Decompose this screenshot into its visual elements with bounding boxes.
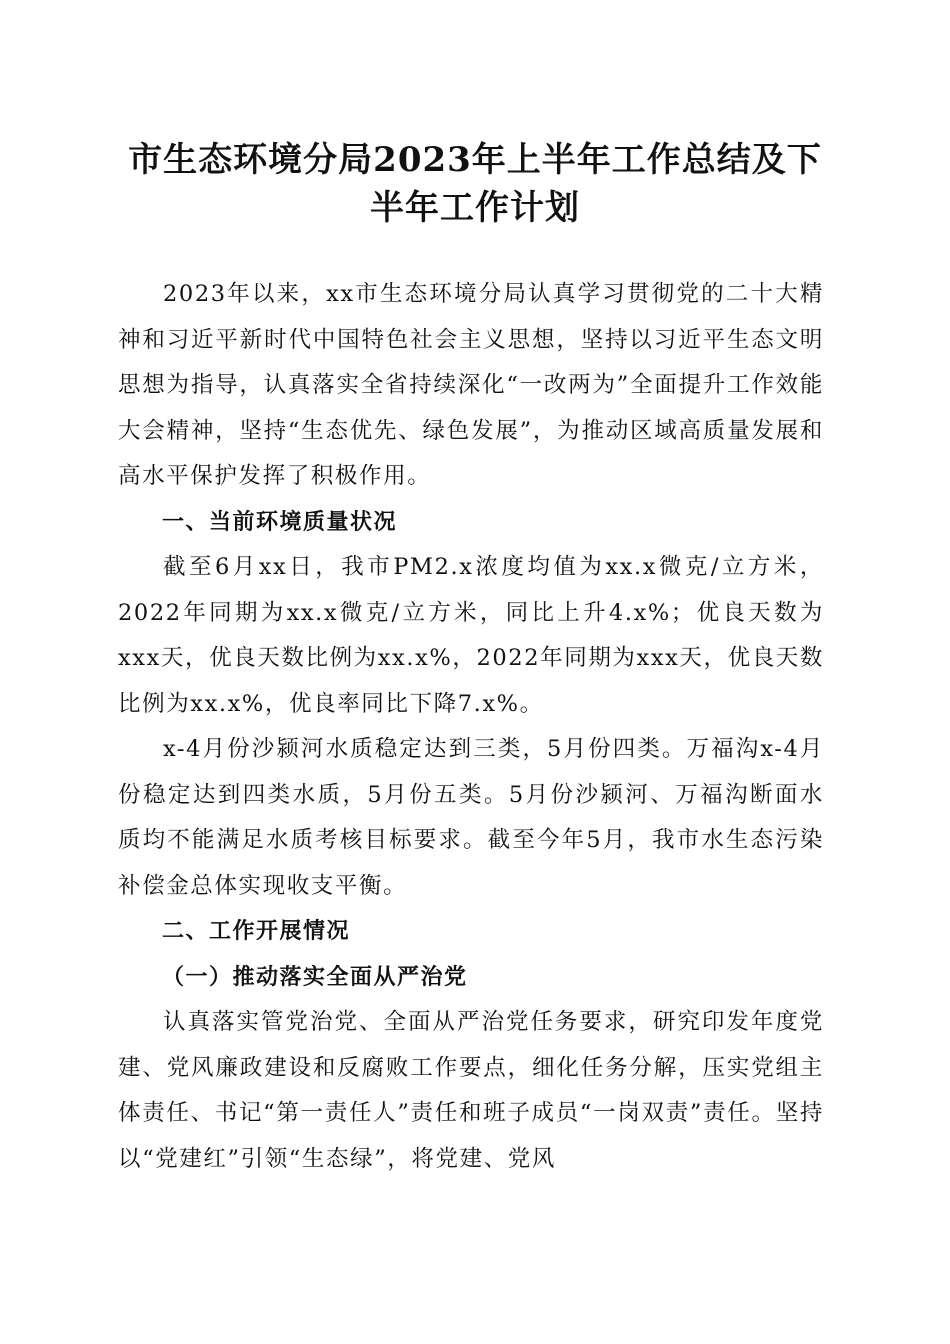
intro-paragraph: 2023年以来，xx市生态环境分局认真学习贯彻党的二十大精神和习近平新时代中国特色社会主义思想，坚持以习近平生态文明思想为指导，认真落实全省持续深化“一改两为”全面提升工作效能大会精神，坚持“生态优先、绿色发展”，为推动区域高质量发展和高水平保护发挥了积极作用。 <box>118 281 824 489</box>
section-heading-environment-quality: 一、当前环境质量状况 <box>162 509 398 535</box>
section-heading-work-progress: 二、工作开展情况 <box>162 919 351 944</box>
subsection-heading-party-governance: （一）推动落实全面从严治党 <box>162 963 468 990</box>
paragraph-air-quality: 截至6月xx日，我市PM2.x浓度均值为xx.x微克/立方米，2022年同期为xx.x微克/立方米，同比上升4.x%；优良天数为xxx天，优良天数比例为xx.x%，2022年同期为xxx天，优良天数比例为xx.x%，优良率同比下降7.x%。 <box>118 554 824 717</box>
document-body <box>118 272 824 1182</box>
paragraph-water-quality: x-4月份沙颍河水质稳定达到三类，5月份四类。万福沟x-4月份稳定达到四类水质，5月份五类。5月份沙颍河、万福沟断面水质均不能满足水质考核目标要求。截至今年5月，我市水生态污染补偿金总体实现收支平衡。 <box>118 736 824 899</box>
paragraph-party-governance: 认真落实管党治党、全面从严治党任务要求，研究印发年度党建、党风廉政建设和反腐败工作要点，细化任务分解，压实党组主体责任、书记“第一责任人”责任和班子成员“一岗双责”责任。坚持以“党建红”引领“生态绿”，将党建、党风 <box>118 1009 824 1172</box>
document-title: 市生态环境分局2023年上半年工作总结及下半年工作计划 <box>128 140 822 228</box>
